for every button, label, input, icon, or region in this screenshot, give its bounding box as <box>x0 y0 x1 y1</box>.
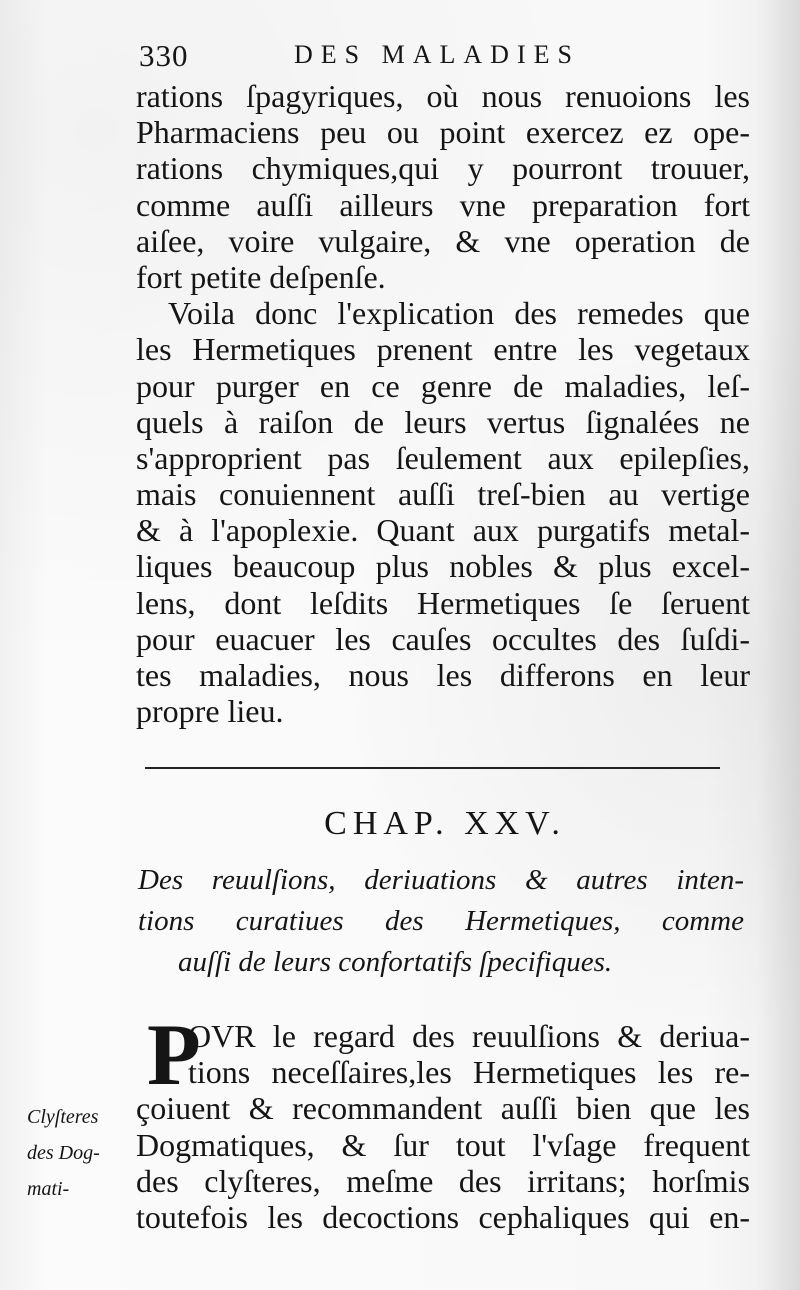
page-number: 330 <box>139 38 189 73</box>
marginal-note-line: des Dog- <box>27 1142 100 1164</box>
text-line: pour euacuer les cauſes occultes des ſuſdi- <box>136 620 750 657</box>
text-line: toutefois les decoctions cephaliques qui en- <box>136 1198 750 1235</box>
body-text-top <box>136 78 750 729</box>
drop-cap: P <box>147 1007 201 1104</box>
text-line: lens, dont leſdits Hermetiques ſe ſeruent <box>136 584 750 621</box>
text-line: OVR le regard des reuulſions & deriua- <box>188 1018 750 1054</box>
text-line: mais conuiennent auſſi treſ-bien au vertige <box>136 476 750 513</box>
section-divider <box>145 767 720 769</box>
text-line: pour purger en ce genre de maladies, leſ- <box>136 367 750 404</box>
text-line: quels à raiſon de leurs vertus ſignalées ne <box>136 403 750 440</box>
marginal-note <box>27 1099 132 1207</box>
chapter-title-line: auſſi de leurs confortatifs ſpecifiques. <box>178 946 613 978</box>
text-line: Pharmaciens peu ou point exercez ez ope- <box>136 114 750 151</box>
chapter-title-line: tions curatiues des Hermetiques, comme <box>138 905 744 937</box>
text-line: propre lieu. <box>136 693 284 730</box>
chapter-heading: CHAP. XXV. <box>324 805 566 842</box>
text-line: des clyſteres, meſme des irritans; horſmis <box>136 1162 750 1199</box>
text-line: & à l'apoplexie. Quant aux purgatifs metal- <box>136 512 750 549</box>
chapter-title <box>138 860 744 983</box>
text-line: rations ſpagyriques, où nous renuoions les <box>136 78 750 114</box>
page-edge-shadow <box>758 0 800 1290</box>
text-line: les Hermetiques prenent entre les vegetaux <box>136 331 750 368</box>
body-text-bottom <box>136 1018 750 1235</box>
text-line: çoiuent & recommandent auſſi bien que les <box>136 1090 750 1127</box>
text-line: tions neceſſaires,les Hermetiques les re- <box>188 1054 750 1091</box>
text-line: Dogmatiques, & ſur tout l'vſage frequent <box>136 1126 750 1163</box>
text-line: tes maladies, nous les differons en leur <box>136 657 750 693</box>
chapter-title-line: Des reuulſions, deriuations & autres inten- <box>138 864 744 896</box>
text-line: liques beaucoup plus nobles & plus excel- <box>136 548 750 585</box>
page-header <box>139 38 749 80</box>
running-title: DES MALADIES <box>294 40 580 69</box>
text-line: fort petite deſpenſe. <box>136 258 386 295</box>
marginal-note-line: mati- <box>27 1178 70 1200</box>
text-line: rations chymiques,qui y pourront trouuer, <box>136 150 750 187</box>
marginal-note-line: Clyſteres <box>27 1106 99 1128</box>
text-line: comme auſſi ailleurs vne preparation fort <box>136 186 750 223</box>
text-line: s'approprient pas ſeulement aux epilepſies, <box>136 439 750 476</box>
text-line: aiſee, voire vulgaire, & vne operation de <box>136 222 750 259</box>
text-line: Voila donc l'explication des remedes que <box>168 295 750 332</box>
